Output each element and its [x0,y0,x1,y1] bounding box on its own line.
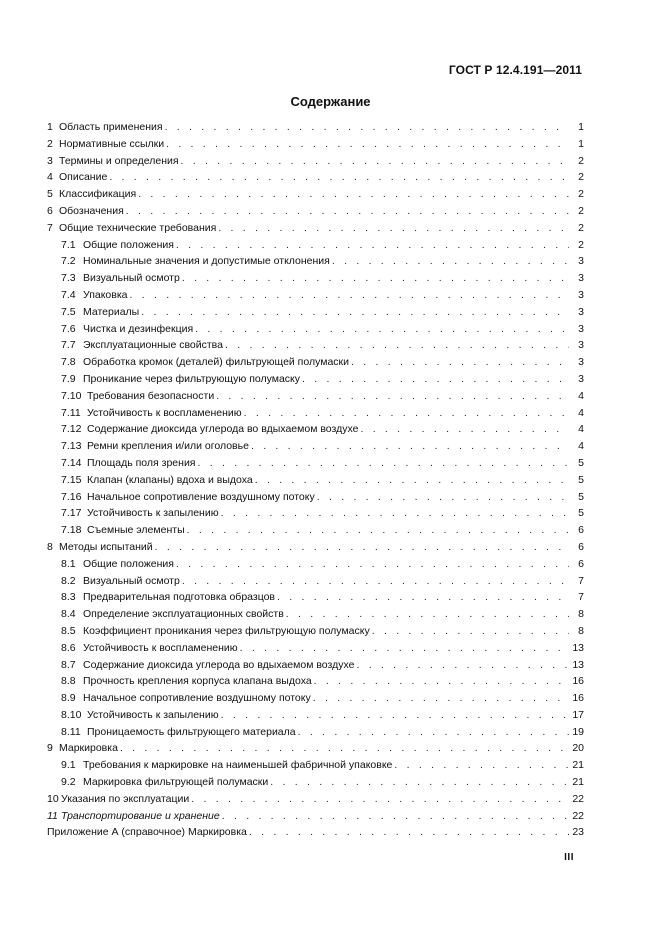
toc-entry-page: 7 [578,591,584,604]
toc-entry-title: Классификация [59,188,137,201]
toc-entry[interactable] [47,455,584,472]
toc-entry-number: 5 [47,188,53,201]
toc-entry-page: 13 [572,658,584,671]
toc-dot-leader [314,673,569,690]
toc-entry-page: 16 [572,692,584,705]
toc-entry[interactable] [47,589,584,606]
toc-entry-page: 4 [578,423,584,436]
toc-entry-number: 8.11 [61,725,81,738]
toc-entry-number: 11 [47,809,58,822]
toc-entry-number: 7.5 [61,305,76,318]
toc-entry-page: 6 [578,557,584,570]
toc-entry-page: 19 [572,725,584,738]
toc-dot-leader [176,556,569,573]
toc-entry-title: Визуальный осмотр [83,574,180,587]
toc-entry-title: Требования к маркировке на наименьшей фабричной упаковке [83,759,393,772]
toc-entry-page: 17 [572,708,584,721]
page-title: Содержание [290,94,371,109]
toc-entry[interactable] [47,438,584,455]
toc-entry[interactable] [47,220,584,237]
table-of-contents [47,119,584,841]
toc-entry-title: Предварительная подготовка образцов [83,591,276,604]
toc-entry-page: 2 [578,188,584,201]
toc-entry-number: 6 [47,204,53,217]
toc-entry-page: 21 [572,759,584,772]
toc-entry[interactable] [47,724,584,741]
toc-dot-leader [218,220,569,237]
toc-entry[interactable] [47,522,584,539]
toc-entry-page: 3 [578,356,584,369]
toc-entry-title: Указания по эксплуатации [61,792,190,805]
toc-entry-number: 7.1 [61,238,76,251]
toc-entry-number: 7.14 [61,456,82,469]
toc-entry-title: Упаковка [83,288,128,301]
toc-entry-title: Транспортирование и хранение [61,809,220,822]
toc-entry[interactable] [47,388,584,405]
toc-entry-page: 5 [578,490,584,503]
toc-dot-leader [120,740,569,757]
toc-entry-title: Требования безопасности [87,389,215,402]
toc-entry-page: 16 [572,675,584,688]
toc-entry[interactable] [47,421,584,438]
toc-entry-page: 1 [578,121,584,133]
toc-entry-number: 8.3 [61,591,76,604]
toc-entry-page: 21 [572,776,584,789]
toc-dot-leader [141,304,569,321]
toc-entry[interactable] [47,539,584,556]
toc-entry-page: 3 [578,272,584,285]
toc-dot-leader [165,119,569,136]
toc-entry-title: Приложение А (справочное) Маркировка [47,826,247,839]
toc-entry[interactable] [47,270,584,287]
toc-entry[interactable] [47,808,584,825]
toc-dot-leader [221,505,569,522]
toc-entry-number: 7 [47,221,53,234]
toc-entry[interactable] [47,774,584,791]
toc-entry-page: 2 [578,154,584,167]
toc-dot-leader [130,287,569,304]
toc-entry[interactable] [47,505,584,522]
toc-entry[interactable] [47,606,584,623]
toc-dot-leader [191,791,569,808]
toc-entry-page: 5 [578,507,584,520]
toc-entry-title: Начальное сопротивление воздушному потоку [87,490,315,503]
toc-entry[interactable] [47,472,584,489]
toc-entry-number: 7.16 [61,490,82,503]
toc-dot-leader [187,522,569,539]
toc-entry-title: Чистка и дезинфекция [83,322,194,335]
toc-entry-page: 8 [578,608,584,621]
toc-entry-number: 1 [47,121,53,133]
toc-entry-title: Проникание через фильтрующую полумаску [83,372,301,385]
toc-entry-number: 7.13 [61,440,82,453]
toc-entry[interactable] [47,136,584,153]
toc-entry-number: 8.10 [61,708,82,721]
toc-entry[interactable] [47,657,584,674]
toc-dot-leader [270,774,569,791]
toc-dot-leader [222,808,569,825]
toc-dot-leader [240,640,569,657]
toc-entry-number: 2 [47,137,53,150]
toc-entry-page: 4 [578,406,584,419]
toc-entry-number: 9 [47,742,53,755]
toc-dot-leader [221,707,569,724]
toc-entry-title: Материалы [83,305,140,318]
toc-entry[interactable] [47,169,584,186]
toc-dot-leader [166,136,569,153]
toc-entry-title: Устойчивость к запылению [87,507,219,520]
toc-entry[interactable] [47,203,584,220]
toc-entry[interactable] [47,253,584,270]
toc-dot-leader [356,657,569,674]
toc-entry[interactable] [47,153,584,170]
toc-entry-page: 3 [578,305,584,318]
toc-dot-leader [317,489,569,506]
toc-entry-number: 4 [47,171,53,184]
toc-entry-number: 8.8 [61,675,76,688]
toc-entry-number: 9.1 [61,759,76,772]
toc-dot-leader [182,573,569,590]
toc-entry-page: 2 [578,221,584,234]
toc-entry[interactable] [47,757,584,774]
toc-entry-title: Содержание диоксида углерода во вдыхаемом воздухе [87,423,359,436]
toc-entry-title: Обработка кромок (деталей) фильтрующей полумаски [83,356,350,369]
toc-entry-title: Определение эксплуатационных свойств [83,608,284,621]
toc-entry-page: 2 [578,204,584,217]
toc-dot-leader [195,321,569,338]
toc-entry[interactable] [47,489,584,506]
toc-entry[interactable] [47,707,584,724]
toc-entry[interactable] [47,673,584,690]
toc-entry-page: 22 [572,809,584,822]
toc-entry[interactable] [47,321,584,338]
toc-entry-title: Номинальные значения и допустимые отклонения [83,255,330,268]
toc-entry[interactable] [47,354,584,371]
toc-entry-title: Обозначения [59,204,124,217]
toc-entry-number: 7.10 [61,389,82,402]
toc-entry-number: 8.4 [61,608,76,621]
toc-entry[interactable] [47,237,584,254]
toc-entry[interactable] [47,186,584,203]
toc-dot-leader [176,237,569,254]
toc-entry-title: Площадь поля зрения [87,456,196,469]
toc-entry-page: 5 [578,473,584,486]
toc-entry-number: 8.6 [61,641,76,654]
toc-entry-title: Коэффициент проникания через фильтрующую полумаску [83,624,370,637]
toc-entry-title: Нормативные ссылки [59,137,165,150]
toc-dot-leader [313,690,569,707]
toc-entry-page: 6 [578,540,584,553]
toc-entry-title: Проницаемость фильтрующего материала [87,725,296,738]
toc-entry[interactable] [47,824,584,841]
toc-entry-page: 4 [578,389,584,402]
toc-entry-page: 23 [572,826,584,839]
toc-dot-leader [244,405,569,422]
toc-dot-leader [109,169,569,186]
toc-entry-page: 7 [578,574,584,587]
toc-entry-page: 20 [572,742,584,755]
toc-dot-leader [126,203,569,220]
standard-code: ГОСТ Р 12.4.191—2011 [448,63,582,77]
toc-entry-title: Прочность крепления корпуса клапана выдоха [83,675,312,688]
toc-entry-title: Эксплуатационные свойства [83,339,223,352]
toc-entry[interactable] [47,337,584,354]
toc-entry-page: 3 [578,288,584,301]
toc-dot-leader [251,438,569,455]
toc-entry[interactable] [47,556,584,573]
toc-entry-number: 8.5 [61,624,76,637]
toc-entry[interactable] [47,740,584,757]
toc-entry-title: Методы испытаний [59,540,153,553]
toc-dot-leader [298,724,569,741]
toc-entry-title: Ремни крепления и/или оголовье [87,440,249,453]
toc-entry[interactable] [47,623,584,640]
toc-entry-title: Общие положения [83,557,174,570]
toc-entry-title: Описание [59,171,108,184]
toc-dot-leader [302,371,569,388]
toc-entry[interactable] [47,690,584,707]
toc-dot-leader [277,589,569,606]
toc-entry-page: 8 [578,624,584,637]
toc-entry-page: 2 [578,238,584,251]
toc-entry-title: Съемные элементы [87,524,185,537]
toc-entry-title: Устойчивость к запылению [87,708,219,721]
toc-entry[interactable] [47,791,584,808]
toc-dot-leader [372,623,569,640]
toc-entry-number: 7.11 [61,406,81,419]
toc-entry[interactable] [47,640,584,657]
toc-entry-title: Устойчивость к воспламенению [83,641,238,654]
toc-entry-title: Область применения [59,121,163,133]
toc-dot-leader [138,186,569,203]
toc-entry-title: Визуальный осмотр [83,272,180,285]
toc-dot-leader [182,270,569,287]
toc-entry-title: Содержание диоксида углерода во вдыхаемом воздухе [83,658,355,671]
toc-entry[interactable] [47,405,584,422]
toc-entry-number: 7.15 [61,473,82,486]
toc-entry-number: 9.2 [61,776,76,789]
toc-dot-leader [225,337,569,354]
toc-dot-leader [181,153,569,170]
toc-entry-title: Термины и определения [59,154,179,167]
toc-entry-number: 7.3 [61,272,76,285]
toc-entry-page: 13 [572,641,584,654]
toc-entry-number: 8 [47,540,53,553]
toc-entry-number: 8.9 [61,692,76,705]
toc-entry-number: 8.7 [61,658,76,671]
toc-entry-title: Общие положения [83,238,174,251]
toc-entry[interactable] [47,371,584,388]
toc-entry-number: 7.9 [61,372,76,385]
toc-dot-leader [155,539,569,556]
toc-dot-leader [360,421,569,438]
toc-entry-number: 7.18 [61,524,82,537]
toc-entry-number: 7.8 [61,356,76,369]
toc-entry-page: 4 [578,440,584,453]
toc-entry-number: 7.7 [61,339,76,352]
toc-entry-number: 7.17 [61,507,82,520]
toc-entry-number: 8.1 [61,557,76,570]
toc-entry[interactable] [47,304,584,321]
toc-entry[interactable] [47,119,584,136]
toc-entry-title: Клапан (клапаны) вдоха и выдоха [87,473,253,486]
toc-entry-page: 3 [578,322,584,335]
toc-entry-page: 5 [578,456,584,469]
toc-entry-page: 6 [578,524,584,537]
toc-entry-title: Маркировка фильтрующей полумаски [83,776,269,789]
toc-dot-leader [332,253,569,270]
toc-entry-title: Устойчивость к воспламенению [87,406,242,419]
toc-entry-page: 3 [578,372,584,385]
toc-entry-page: 2 [578,171,584,184]
toc-dot-leader [351,354,569,371]
toc-entry-page: 22 [572,792,584,805]
toc-entry-number: 7.12 [61,423,82,436]
toc-entry-title: Маркировка [59,742,118,755]
toc-dot-leader [255,472,569,489]
toc-entry-number: 10 [47,792,59,805]
toc-entry-title: Начальное сопротивление воздушному потоку [83,692,311,705]
toc-dot-leader [198,455,570,472]
toc-entry-page: 3 [578,339,584,352]
toc-entry-number: 8.2 [61,574,76,587]
toc-entry-number: 7.2 [61,255,76,268]
page-number: III [564,852,574,863]
toc-dot-leader [286,606,569,623]
toc-entry-title: Общие технические требования [59,221,217,234]
toc-entry-number: 3 [47,154,53,167]
toc-dot-leader [394,757,569,774]
toc-entry-number: 7.6 [61,322,76,335]
toc-dot-leader [249,824,569,841]
toc-entry[interactable] [47,287,584,304]
toc-entry-number: 7.4 [61,288,76,301]
toc-dot-leader [216,388,569,405]
toc-entry-page: 3 [578,255,584,268]
toc-entry-page: 1 [578,137,584,150]
toc-entry[interactable] [47,573,584,590]
